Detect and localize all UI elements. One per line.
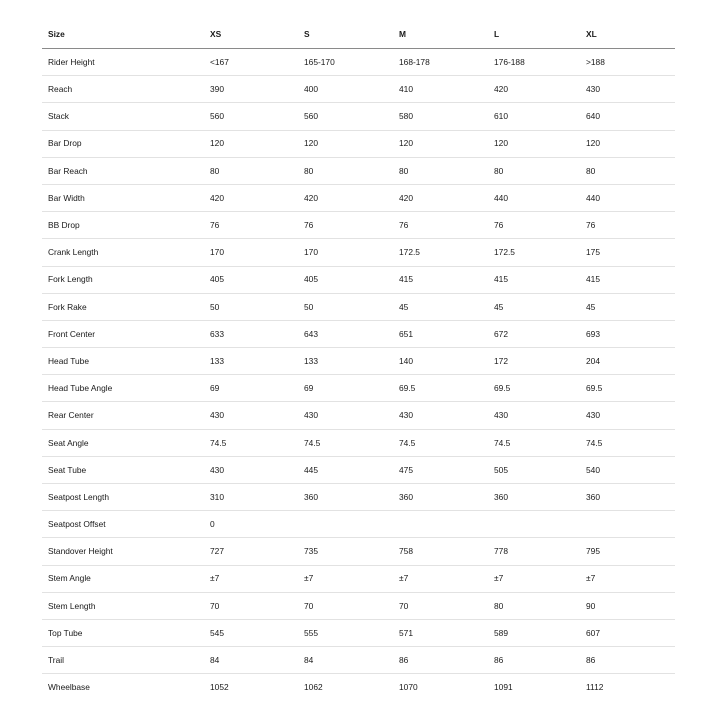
cell-xl: 360 [580,484,675,511]
cell-l: 176-188 [488,49,580,76]
cell-xs: 633 [204,320,298,347]
row-label: Front Center [42,320,204,347]
table-row [42,429,675,456]
cell-m: 140 [393,348,488,375]
header-cell-size: Size [42,21,204,49]
cell-l: 120 [488,130,580,157]
cell-m: 475 [393,456,488,483]
cell-xs: 545 [204,619,298,646]
cell-xl: ±7 [580,565,675,592]
cell-xs: 74.5 [204,429,298,456]
cell-xs: ±7 [204,565,298,592]
cell-xl: 640 [580,103,675,130]
cell-s: 165-170 [298,49,393,76]
row-label: Trail [42,647,204,674]
row-label: Stem Angle [42,565,204,592]
cell-m: 70 [393,592,488,619]
cell-l: 778 [488,538,580,565]
row-label: Seatpost Length [42,484,204,511]
cell-s: 74.5 [298,429,393,456]
cell-s: 430 [298,402,393,429]
cell-m: 120 [393,130,488,157]
cell-m: 74.5 [393,429,488,456]
cell-s: 50 [298,293,393,320]
table-row [42,103,675,130]
cell-xl: 693 [580,320,675,347]
cell-m: 410 [393,76,488,103]
table-row [42,266,675,293]
cell-xl: >188 [580,49,675,76]
geometry-table [42,21,675,701]
cell-xs: 727 [204,538,298,565]
cell-s: 84 [298,647,393,674]
cell-m: 76 [393,212,488,239]
cell-l: 172 [488,348,580,375]
row-label: Rear Center [42,402,204,429]
table-row [42,293,675,320]
table-row [42,348,675,375]
table-row [42,484,675,511]
cell-s: 120 [298,130,393,157]
cell-xs: 390 [204,76,298,103]
cell-s [298,511,393,538]
cell-xl: 540 [580,456,675,483]
cell-l: 610 [488,103,580,130]
cell-xl [580,511,675,538]
row-label: BB Drop [42,212,204,239]
cell-m: 430 [393,402,488,429]
row-label: Stack [42,103,204,130]
row-label: Head Tube [42,348,204,375]
cell-m: 651 [393,320,488,347]
cell-l: 440 [488,184,580,211]
row-label: Fork Rake [42,293,204,320]
header-cell-s: S [298,21,393,49]
cell-l [488,511,580,538]
cell-s: 735 [298,538,393,565]
table-row [42,565,675,592]
cell-m: 80 [393,157,488,184]
cell-s: 420 [298,184,393,211]
row-label: Wheelbase [48,682,90,693]
geometry-table-body [42,49,675,701]
row-label: Crank Length [42,239,204,266]
table-row [42,456,675,483]
cell-l: 420 [488,76,580,103]
table-row [42,157,675,184]
header-cell-xl: XL [580,21,675,49]
cell-m: 415 [393,266,488,293]
cell-xl: 440 [580,184,675,211]
cell-l: 1091 [494,682,513,693]
row-label: Rider Height [42,49,204,76]
cell-xs: 0 [204,511,298,538]
table-row [42,375,675,402]
cell-s: 70 [298,592,393,619]
cell-l: 74.5 [488,429,580,456]
cell-m: 45 [393,293,488,320]
cell-s: 560 [298,103,393,130]
cell-s: 80 [298,157,393,184]
cell-m: 758 [393,538,488,565]
cell-xs: 430 [204,456,298,483]
cell-xs: 69 [204,375,298,402]
cell-m: 69.5 [393,375,488,402]
cell-s: 69 [298,375,393,402]
cell-s: ±7 [298,565,393,592]
header-cell-l: L [488,21,580,49]
header-row [42,21,675,49]
table-row [42,538,675,565]
table-row [42,674,675,701]
row-label: Seatpost Offset [42,511,204,538]
cell-l: 415 [488,266,580,293]
row-label: Fork Length [42,266,204,293]
cell-xs: 80 [204,157,298,184]
header-cell-xs: XS [204,21,298,49]
table-row [42,184,675,211]
cell-l: 86 [488,647,580,674]
cell-xs: 405 [204,266,298,293]
cell-s: 405 [298,266,393,293]
cell-xl: 1112 [586,682,604,693]
cell-xl: 86 [580,647,675,674]
cell-m: 168-178 [393,49,488,76]
table-row [42,49,675,76]
cell-xs: 560 [204,103,298,130]
cell-l: 80 [488,592,580,619]
cell-s: 360 [298,484,393,511]
table-row [42,619,675,646]
cell-s: 133 [298,348,393,375]
table-row [42,239,675,266]
cell-l: 45 [488,293,580,320]
cell-s: 1062 [304,682,323,693]
row-label: Stem Length [42,592,204,619]
table-row [42,130,675,157]
cell-m: 172.5 [393,239,488,266]
table-row [42,212,675,239]
table-row [42,320,675,347]
cell-s: 643 [298,320,393,347]
cell-m: 580 [393,103,488,130]
cell-xl: 430 [580,402,675,429]
table-row [42,592,675,619]
cell-l: ±7 [488,565,580,592]
cell-m [393,511,488,538]
cell-xs: <167 [204,49,298,76]
row-label: Bar Drop [42,130,204,157]
cell-s: 445 [298,456,393,483]
cell-l: 430 [488,402,580,429]
cell-xl: 430 [580,76,675,103]
cell-xl: 607 [580,619,675,646]
cell-xs: 50 [204,293,298,320]
table-row [42,511,675,538]
cell-m: ±7 [393,565,488,592]
cell-xl: 45 [580,293,675,320]
cell-l: 172.5 [488,239,580,266]
cell-xs: 170 [204,239,298,266]
cell-s: 400 [298,76,393,103]
cell-xl: 90 [580,592,675,619]
cell-s: 76 [298,212,393,239]
cell-m: 1070 [399,682,418,693]
cell-xl: 175 [580,239,675,266]
row-label: Head Tube Angle [42,375,204,402]
cell-xl: 120 [580,130,675,157]
row-label: Top Tube [42,619,204,646]
cell-l: 80 [488,157,580,184]
cell-m: 420 [393,184,488,211]
row-label: Standover Height [42,538,204,565]
cell-m: 360 [393,484,488,511]
cell-l: 672 [488,320,580,347]
cell-m: 86 [393,647,488,674]
table-row [42,402,675,429]
row-label: Seat Angle [42,429,204,456]
cell-xl: 795 [580,538,675,565]
cell-l: 69.5 [488,375,580,402]
cell-s: 170 [298,239,393,266]
cell-xs: 84 [204,647,298,674]
cell-l: 505 [488,456,580,483]
cell-l: 360 [488,484,580,511]
row-label: Bar Width [42,184,204,211]
cell-xs: 120 [204,130,298,157]
row-label: Bar Reach [42,157,204,184]
cell-xs: 76 [204,212,298,239]
cell-xl: 74.5 [580,429,675,456]
cell-l: 76 [488,212,580,239]
row-label: Reach [42,76,204,103]
cell-m: 571 [393,619,488,646]
cell-xl: 80 [580,157,675,184]
cell-xs: 430 [204,402,298,429]
cell-xl: 76 [580,212,675,239]
geometry-table-header [42,21,675,49]
table-row [42,76,675,103]
cell-xs: 420 [204,184,298,211]
cell-xs: 1052 [210,682,229,693]
cell-xl: 69.5 [580,375,675,402]
cell-xl: 204 [580,348,675,375]
cell-xs: 133 [204,348,298,375]
cell-l: 589 [488,619,580,646]
cell-xs: 310 [204,484,298,511]
header-cell-m: M [393,21,488,49]
row-label: Seat Tube [42,456,204,483]
cell-xs: 70 [204,592,298,619]
table-row [42,647,675,674]
cell-s: 555 [298,619,393,646]
cell-xl: 415 [580,266,675,293]
